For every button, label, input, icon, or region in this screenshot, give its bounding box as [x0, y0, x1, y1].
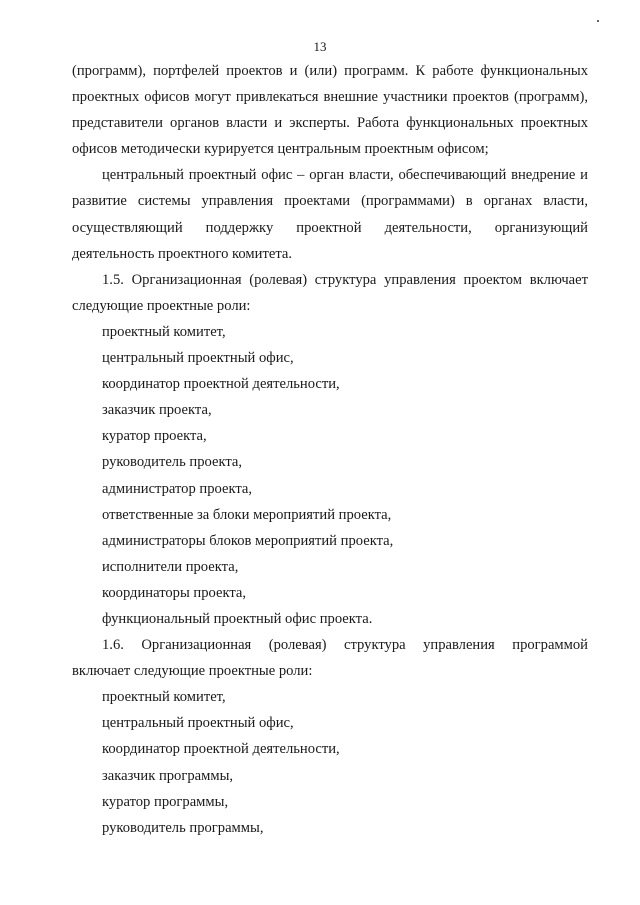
- text-line: следующие проектные роли:: [72, 297, 251, 314]
- text-line: осуществляющий поддержку проектной деятельности, организующий: [72, 219, 588, 236]
- role-list-item: руководитель программы,: [102, 819, 264, 836]
- text-line: представители органов власти и эксперты. Работа функциональных проектных: [72, 115, 588, 132]
- role-list-item: ответственные за блоки мероприятий проекта,: [102, 506, 392, 523]
- role-list-item: центральный проектный офис,: [102, 350, 294, 367]
- text-line: развитие системы управления проектами (программами) в органах власти,: [72, 193, 588, 210]
- text-line: включает следующие проектные роли:: [72, 663, 313, 680]
- role-list-item: заказчик проекта,: [102, 402, 212, 419]
- role-list-item: администраторы блоков мероприятий проекта,: [102, 532, 394, 549]
- section-1-5-line: 1.5. Организационная (ролевая) структура управления проектом включает: [102, 271, 588, 288]
- text-line: проектных офисов могут привлекаться внешние участники проектов (программ),: [72, 89, 588, 106]
- role-list-item: координатор проектной деятельности,: [102, 376, 340, 393]
- role-list-item: проектный комитет,: [102, 323, 226, 340]
- corner-dot-mark: [597, 20, 599, 22]
- role-list-item: координатор проектной деятельности,: [102, 741, 340, 758]
- role-list-item: заказчик программы,: [102, 767, 234, 784]
- role-list-item: исполнители проекта,: [102, 558, 239, 575]
- text-line: центральный проектный офис – орган власти, обеспечивающий внедрение и: [102, 167, 588, 184]
- role-list-item: функциональный проектный офис проекта.: [102, 610, 373, 627]
- role-list-item: куратор программы,: [102, 793, 229, 810]
- role-list-item: куратор проекта,: [102, 428, 207, 445]
- page-body: [72, 58, 588, 841]
- text-line: (программ), портфелей проектов и (или) программ. К работе функциональных: [72, 63, 588, 79]
- section-1-6-line: 1.6. Организационная (ролевая) структура управления программой: [102, 637, 588, 654]
- page-number: 13: [313, 39, 327, 54]
- role-list-item: проектный комитет,: [102, 689, 226, 706]
- text-line: офисов методически курируется центральным проектным офисом;: [72, 141, 489, 158]
- role-list-item: руководитель проекта,: [102, 454, 243, 471]
- text-line: деятельность проектного комитета.: [72, 245, 292, 262]
- role-list-item: центральный проектный офис,: [102, 715, 294, 732]
- role-list-item: координаторы проекта,: [102, 584, 247, 601]
- role-list-item: администратор проекта,: [102, 480, 253, 497]
